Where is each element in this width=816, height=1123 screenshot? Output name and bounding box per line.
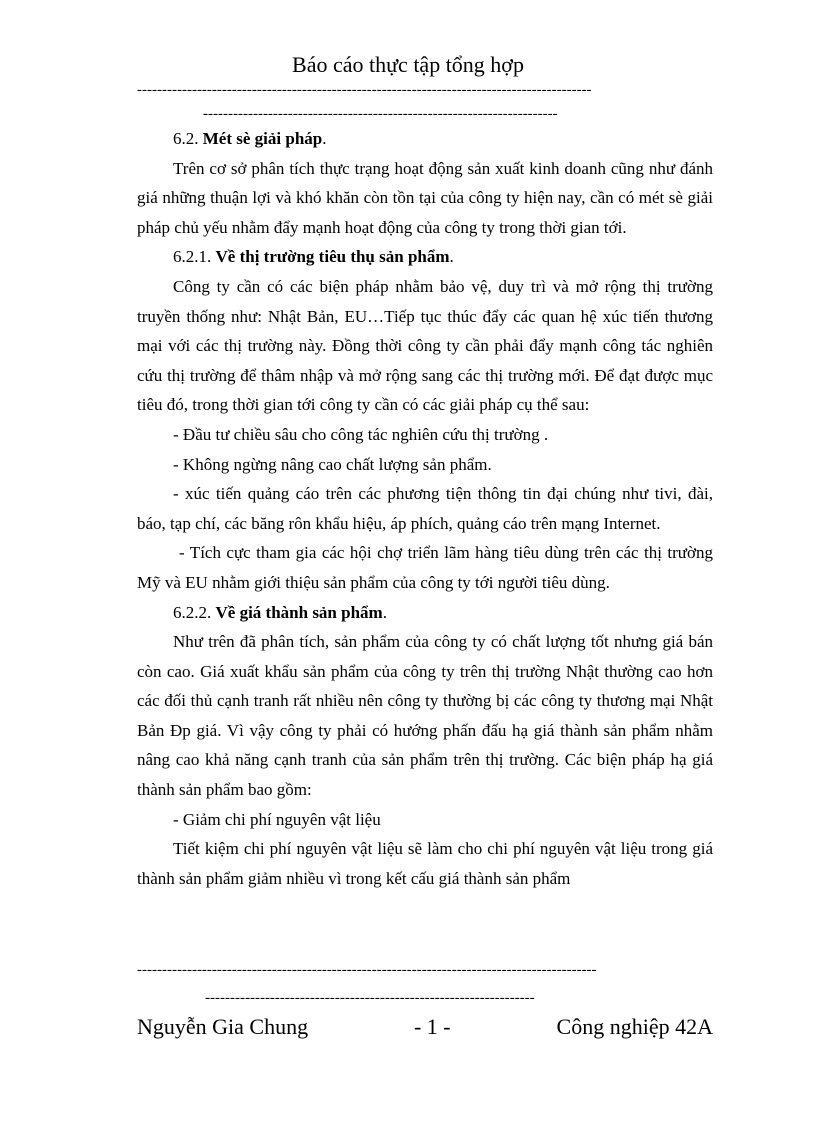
header-rule-line-2: ----------------------------------------------------------------------- [203, 106, 558, 122]
subsection-1-bullet-3: - xúc tiến quảng cáo trên các phương tiện thông tin đại chúng như tivi, đài, báo, tạp chí, các băng rôn khẩu hiệu, áp phích, quảng cáo trên mạng Internet. [137, 484, 713, 533]
subsection-2-title: Về giá thành sản phẩm [215, 602, 383, 622]
subsection-1-paragraph: Công ty cần có các biện pháp nhằm bảo vệ, duy trì và mở rộng thị trường truyền thống như: Nhật Bản, EU…Tiếp tục thúc đẩy các quan hệ xúc tiến thương mại với các thị trường này. Đồng thời công ty cần phải đẩy mạnh công tác nghiên cứu thị trường để thâm nhập và mở rộng sang các thị trường mới. Để đạt được mục tiêu đó, trong thời gian tới công ty cần có các giải pháp cụ thể sau: [137, 276, 713, 415]
subsection-1-bullet-2: - Không ngừng nâng cao chất lượng sản phẩm. [173, 454, 492, 474]
section-heading: 6.2. Mét sè giải pháp. [173, 129, 327, 148]
subsection-1-bullet-1: - Đầu tư chiều sâu cho công tác nghiên cứu thị trường . [173, 424, 549, 444]
subsection-2-paragraph-2: Tiết kiệm chi phí nguyên vật liệu sẽ làm cho chi phí nguyên vật liệu trong giá thành sản phẩm giảm nhiều vì trong kết cấu giá thành sản phẩm [137, 839, 713, 888]
subsection-2-paragraph: Như trên đã phân tích, sản phẩm của công ty có chất lượng tốt nhưng giá bán còn cao. Giá xuất khẩu sản phẩm của công ty trên thị trường Nhật thường cao hơn các đối thủ cạnh tranh rất nhiều nên công ty thường bị các công ty thương mại Nhật Bản Ðp giá. Vì vậy công ty phải có hướng phấn đấu hạ giá thành sản phẩm nhằm nâng cao khả năng cạnh tranh của sản phẩm trên thị trường. Các biện pháp hạ giá thành sản phẩm bao gồm: [137, 632, 713, 800]
subsection-2-number: 6.2.2. [173, 602, 212, 622]
header-rule-line-1: ------------------------------------------------------------------------------------------- [137, 82, 592, 98]
subsection-1-heading: 6.2.1. Về thị trường tiêu thụ sản phẩm. [173, 247, 454, 267]
subsection-2-heading: 6.2.2. Về giá thành sản phẩm. [173, 602, 387, 622]
subsection-2-bullet-1: - Giảm chi phí nguyên vật liệu [173, 809, 381, 829]
footer-rule-line-2: ------------------------------------------------------------------ [205, 990, 535, 1006]
subsection-1-bullet-4: - Tích cực tham gia các hội chợ triển lãm hàng tiêu dùng trên các thị trường Mỹ và EU nhằm giới thiệu sản phẩm của công ty tới người tiêu dùng. [137, 543, 713, 592]
page-header-title: Báo cáo thực tập tổng hợp [292, 52, 524, 77]
footer-rule-line-1: -------------------------------------------------------------------------------------------- [137, 962, 597, 978]
subsection-1-title: Về thị trường tiêu thụ sản phẩm [215, 247, 450, 267]
footer-author: Nguyễn Gia Chung [137, 1014, 309, 1039]
section-title: Mét sè giải pháp [202, 129, 323, 148]
subsection-1-number: 6.2.1. [173, 247, 212, 267]
section-intro: Trên cơ sở phân tích thực trạng hoạt động sản xuất kinh doanh cũng như đánh giá những thuận lợi và khó khăn còn tồn tại của công ty hiện nay, cần có mét sè giải pháp chủ yếu nhằm đẩy mạnh hoạt động của công ty trong thời gian tới. [137, 158, 713, 237]
footer-class: Công nghiệp 42A [556, 1014, 713, 1039]
footer-page-number: - 1 - [413, 1014, 451, 1039]
page-footer [137, 1014, 713, 1040]
document-body [137, 124, 713, 893]
section-number: 6.2. [173, 129, 199, 148]
